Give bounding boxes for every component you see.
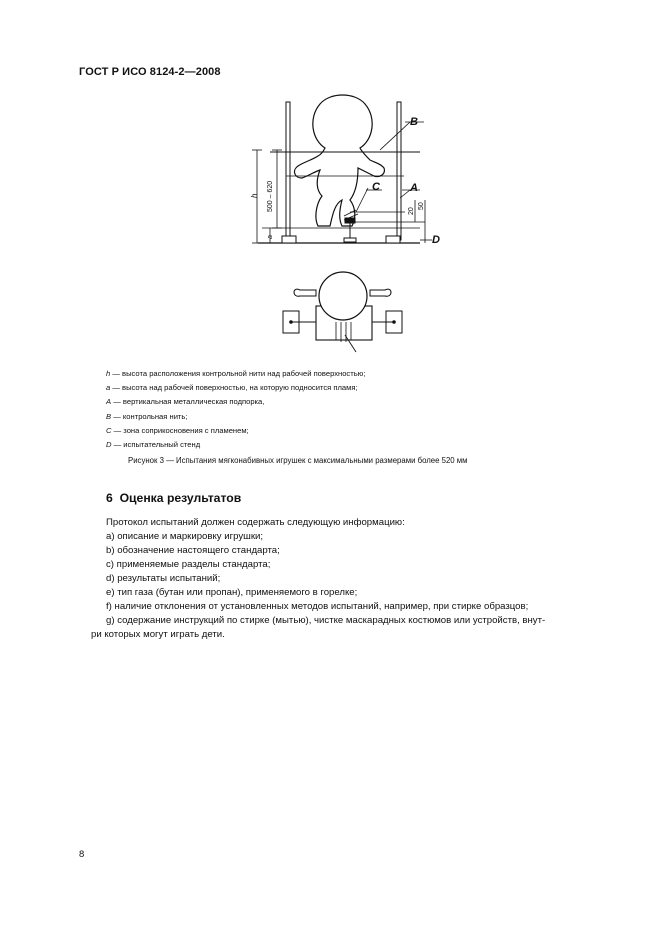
document-header: ГОСТ Р ИСО 8124-2—2008 (79, 66, 221, 78)
label-a: a (267, 235, 274, 239)
list-item: d) результаты испытаний; (106, 573, 221, 584)
label-range: 500 – 620 (267, 180, 274, 212)
label-C: C (372, 181, 380, 193)
legend-item: a — высота над рабочей поверхностью, на которую подносится пламя; (106, 383, 358, 393)
toy-head-top (319, 272, 367, 320)
list-item: b) обозначение настоящего стандарта; (106, 545, 280, 556)
label-A: A (410, 182, 418, 194)
toy-silhouette (295, 95, 385, 226)
left-support-foot (282, 236, 296, 243)
legend-item: D — испытательный стенд (106, 440, 201, 450)
label-dim2: 50 (418, 202, 425, 210)
list-item: g) содержание инструкций по стирке (мытью), чистке маскарадных костюмов или устройств, внут- (106, 615, 546, 626)
label-D: D (432, 234, 440, 246)
right-support-foot (386, 236, 400, 243)
figure-caption: Рисунок 3 — Испытания мягконабивных игрушек с максимальными размерами более 520 мм (128, 456, 468, 465)
figure-legend (106, 367, 365, 452)
label-h: h (250, 193, 259, 198)
list-item: a) описание и маркировку игрушки; (106, 531, 264, 542)
paragraph: Протокол испытаний должен содержать следующую информацию: (106, 517, 405, 528)
page-number: 8 (79, 849, 85, 860)
test-rig-figure (0, 0, 661, 360)
list-item: f) наличие отклонения от установленных методов испытаний, например, при стирке образцов; (106, 601, 529, 612)
left-support (286, 102, 290, 240)
legend-item: B — контрольная нить; (106, 411, 188, 421)
label-B: B (410, 116, 418, 128)
list-item: c) применяемые разделы стандарта; (106, 559, 271, 570)
section-body (91, 516, 606, 642)
right-support (397, 102, 401, 240)
legend-item: A — вертикальная металлическая подпорка, (106, 397, 265, 407)
list-item: e) тип газа (бутан или пропан), применяемого в горелке; (106, 587, 358, 598)
legend-item: h — высота расположения контрольной нити над рабочей поверхностью; (106, 369, 366, 378)
legend-item: C — зона соприкосновения с пламенем; (106, 425, 249, 435)
top-view (283, 272, 402, 352)
label-dim1: 20 (408, 207, 415, 215)
list-item-continuation: ри которых могут играть дети. (91, 629, 225, 640)
section-heading: 6 Оценка результатов (106, 491, 242, 505)
